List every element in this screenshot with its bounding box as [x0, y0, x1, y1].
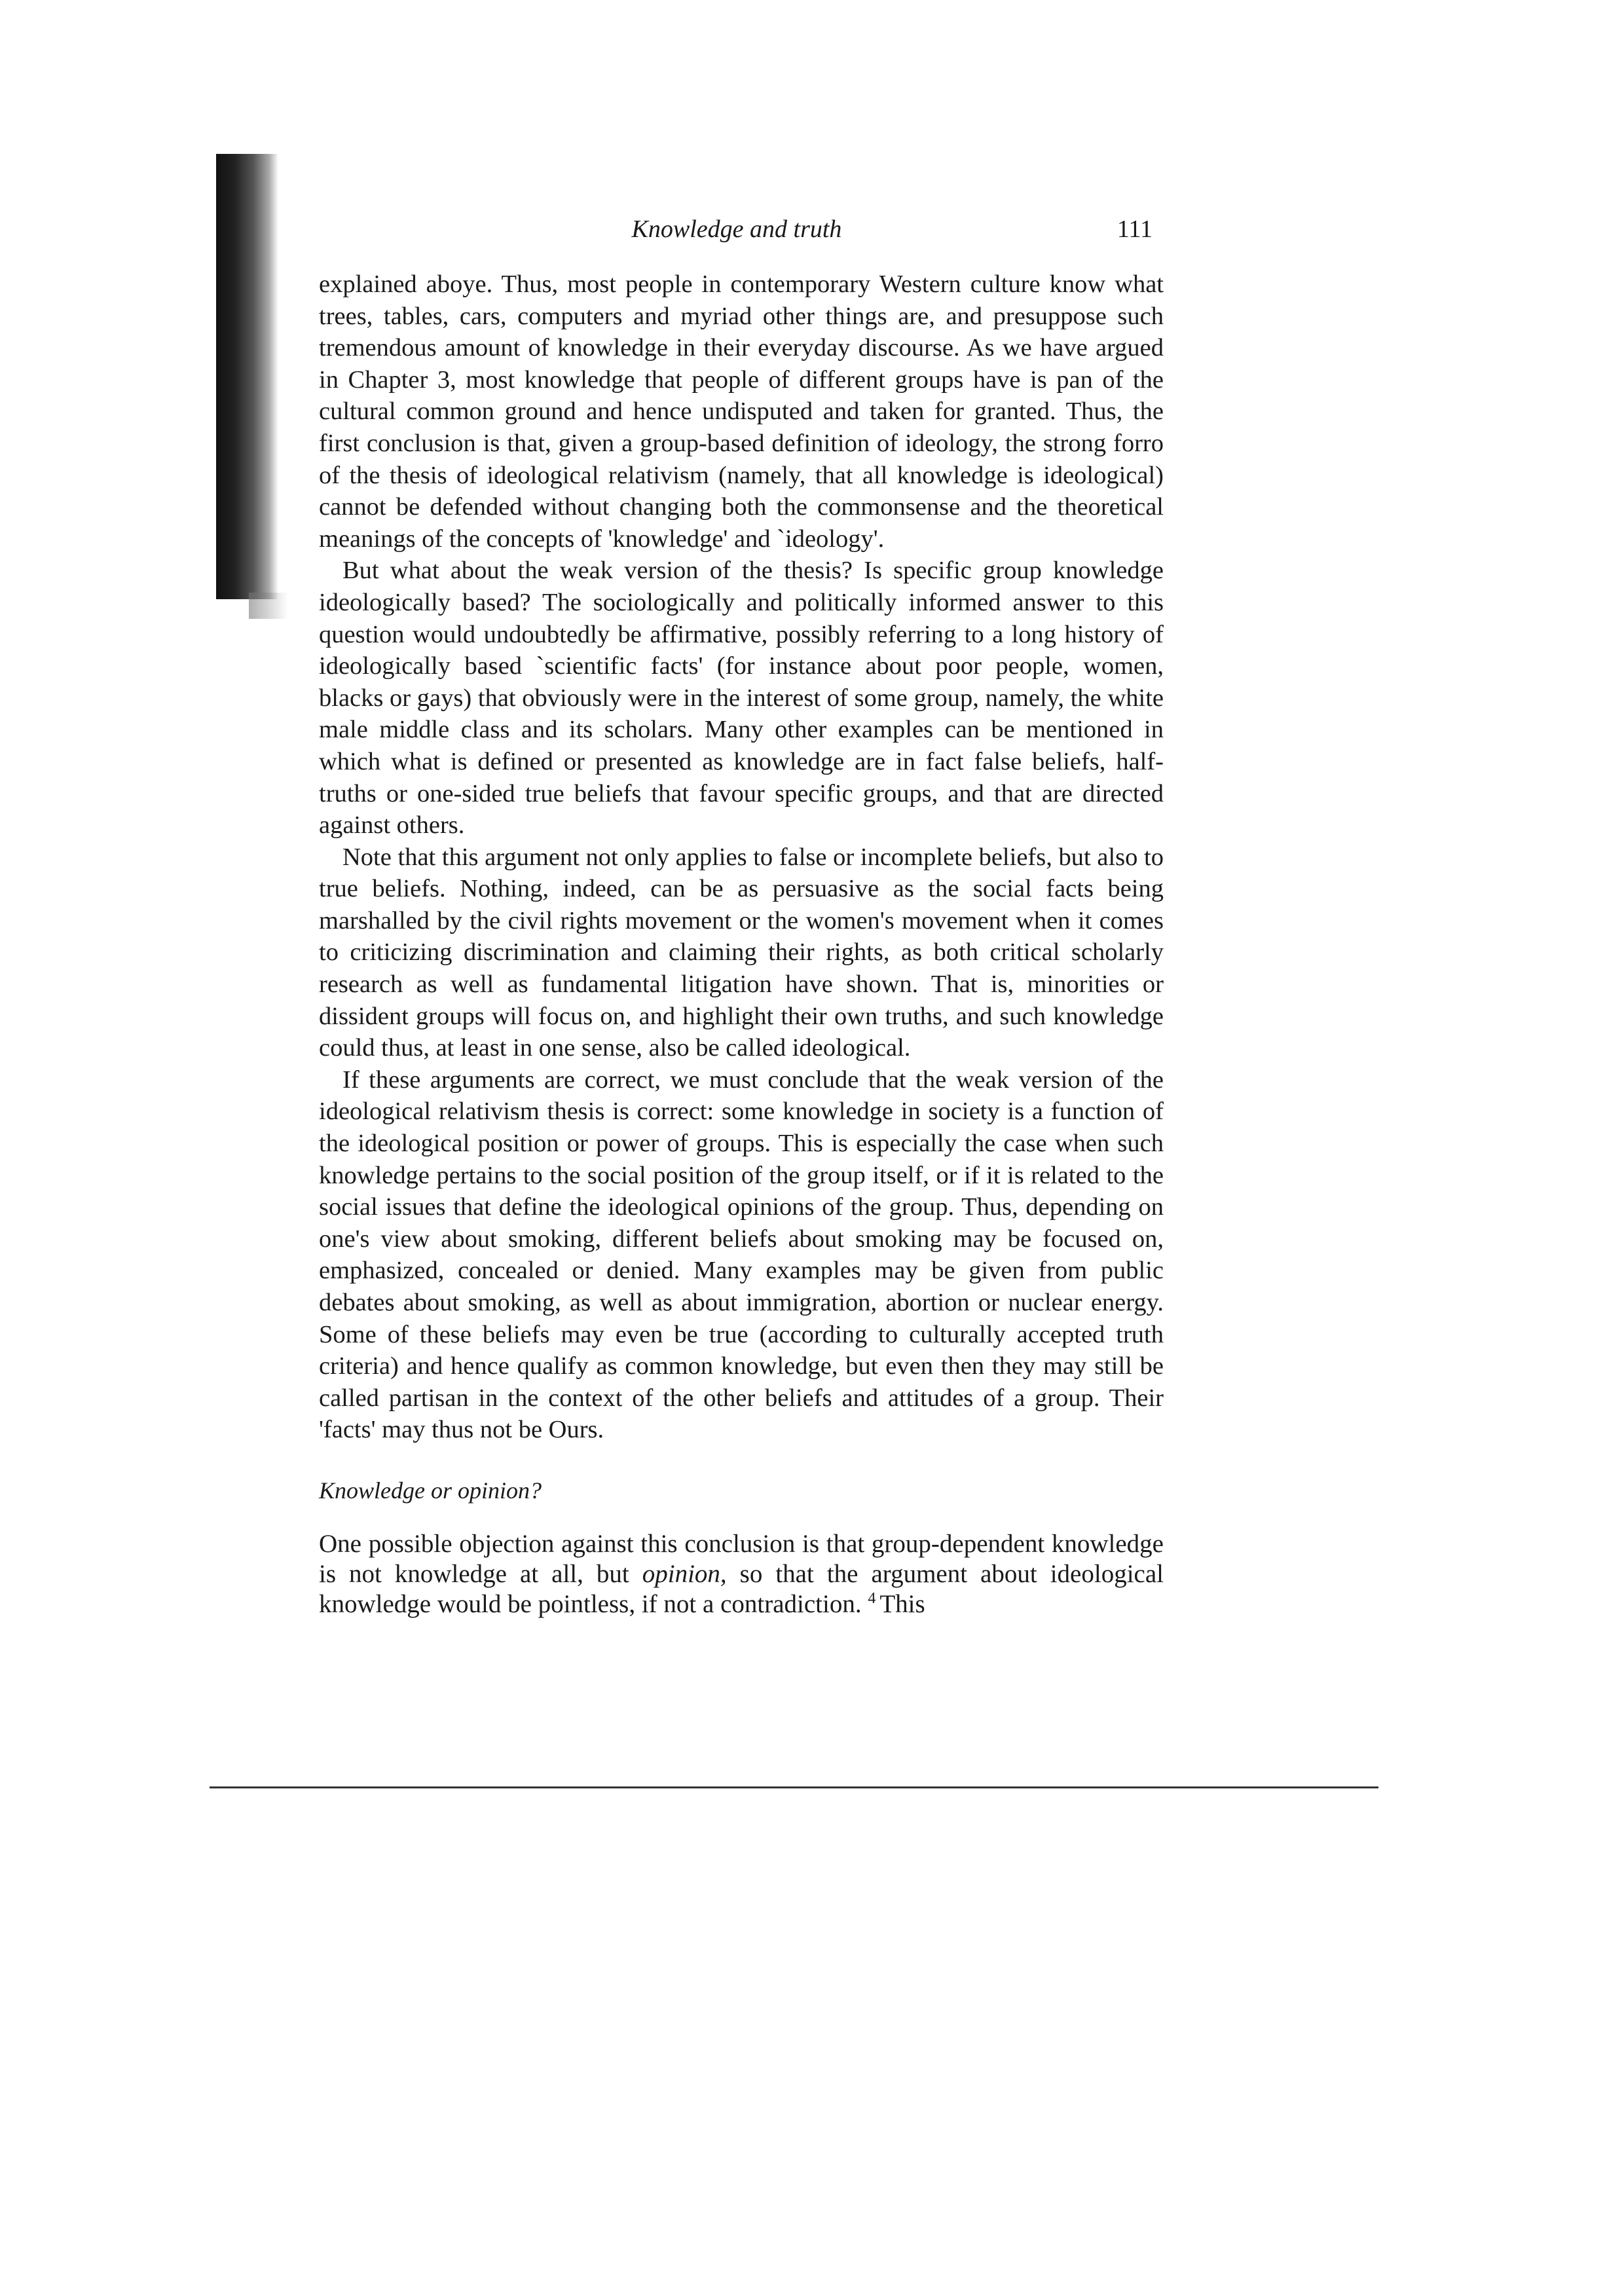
paragraph-5 — [319, 1529, 1164, 1619]
running-header — [321, 210, 1153, 249]
scan-shadow-edge — [216, 154, 278, 599]
paragraph-5-emphasis: opinion, — [642, 1559, 727, 1588]
page-number: 111 — [1116, 215, 1153, 243]
paragraph-5-text-a: One possible objection against this conclusion is that group-dependent knowledge is not knowledge at all, but — [319, 1529, 1164, 1588]
paragraph-5-text-b: so that the argument about ideological knowledge would be pointless, if not a contradiction. — [319, 1559, 1164, 1618]
body-text — [319, 268, 1164, 1619]
paragraph-2: But what about the weak version of the thesis? Is specific group knowledge ideologically based? The sociologically and politically informed answer to this question would undoubtedly be affirmative, possibly referring to a long history of ideologically based `scientific facts' (for instance about poor people, women, blacks or gays) that obviously were in the interest of some group, namely, the white male middle class and its scholars. Many other examples can be mentioned in which what is defined or presented as knowledge are in fact false beliefs, half-truths or one-sided true beliefs that favour specific groups, and that are directed against others. — [319, 557, 1164, 840]
paragraph-5-text-c: This — [879, 1589, 925, 1618]
footnote-marker: 4 — [868, 1589, 876, 1607]
running-title: Knowledge and truth — [631, 215, 842, 243]
paragraph-3: Note that this argument not only applies to false or incomplete beliefs, but also to true beliefs. Nothing, indeed, can be as persuasive as the social facts being marshalled by the civil rights movement or the women's movement when it comes to criticizing discrimination and claiming their rights, as both critical scholarly research as well as fundamental litigation have shown. That is, minorities or dissident groups will focus on, and highlight their own truths, and such knowledge could thus, at least in one sense, also be called ideological. — [319, 843, 1164, 1062]
footer-rule — [210, 1786, 1378, 1788]
section-heading: Knowledge or opinion? — [319, 1477, 542, 1504]
scan-shadow-fade — [249, 593, 288, 619]
paragraph-1: explained aboye. Thus, most people in contemporary Western culture know what trees, tables, cars, computers and myriad other things are, and presuppose such tremendous amount of knowledge in their everyday discourse. As we have argued in Chapter 3, most knowledge that people of different groups have is pan of the cultural common ground and hence undisputed and taken for granted. Thus, the first conclusion is that, given a group-based definition of ideology, the strong forro of the thesis of ideological relativism (namely, that all knowledge is ideological) cannot be defended without changing both the commonsense and the theoretical meanings of the concepts of 'knowledge' and `ideology'. — [319, 270, 1164, 553]
paragraph-4: If these arguments are correct, we must conclude that the weak version of the ideological relativism thesis is correct: some knowledge in society is a function of the ideological position or power of groups. This is especially the case when such knowledge pertains to the social position of the group itself, or if it is related to the social issues that define the ideological opinions of the group. Thus, depending on one's view about smoking, different beliefs about smoking may be focused on, emphasized, concealed or denied. Many examples may be given from public debates about smoking, as well as about immigration, abortion or nuclear energy. Some of these beliefs may even be true (according to culturally accepted truth criteria) and hence qualify as common knowledge, but even then they may still be called partisan in the context of the other beliefs and attitudes of a group. Their 'facts' may thus not be Ours. — [319, 1065, 1164, 1444]
